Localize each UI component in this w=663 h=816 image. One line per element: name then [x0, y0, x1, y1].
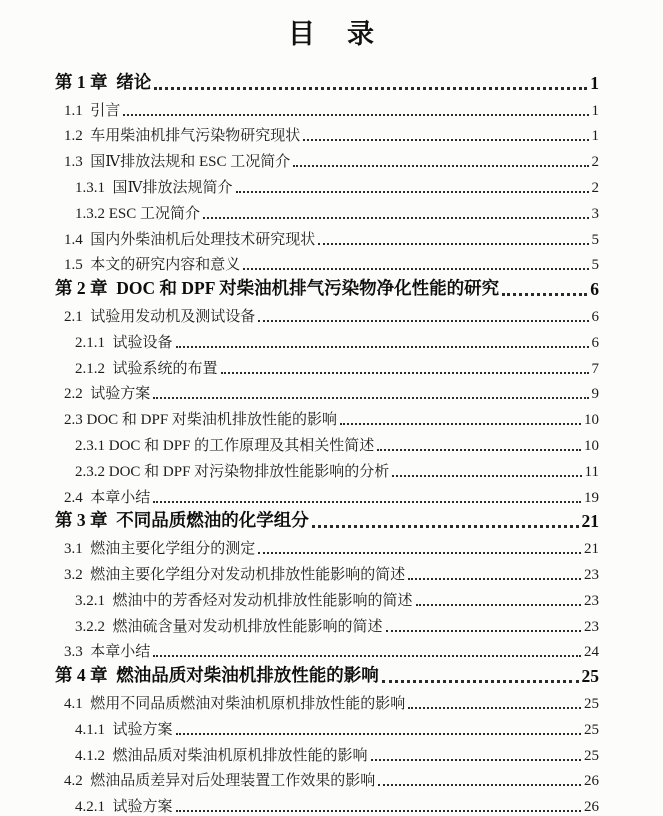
toc-entry[interactable]	[75, 790, 599, 816]
toc-entry[interactable]	[64, 249, 599, 275]
toc-entry[interactable]	[55, 274, 599, 300]
toc-entry[interactable]	[55, 507, 599, 533]
dot-leader	[408, 707, 581, 709]
toc-entry[interactable]	[75, 455, 599, 481]
dot-leader	[123, 114, 588, 116]
toc-entry-label: 2.1.1 试验设备	[75, 334, 173, 351]
dot-leader	[153, 655, 581, 657]
toc-entry[interactable]	[75, 326, 599, 352]
toc-entry-page: 5	[591, 231, 599, 248]
toc-entry-label: 3.2.1 燃油中的芳香烃对发动机排放性能影响的简述	[75, 592, 413, 609]
dot-leader	[221, 372, 589, 374]
dot-leader	[303, 139, 588, 141]
toc-entry-label: 第 2 章 DOC 和 DPF 对柴油机排气污染物净化性能的研究	[55, 278, 500, 299]
toc-entry[interactable]	[64, 403, 599, 429]
toc-entry-page: 9	[591, 386, 599, 403]
toc-entry-page: 26	[584, 799, 599, 816]
toc-entry-label: 1.5 本文的研究内容和意义	[64, 257, 241, 274]
dot-leader	[258, 320, 588, 322]
dot-leader	[377, 449, 581, 451]
toc-entry-label: 2.3.1 DOC 和 DPF 的工作原理及其相关性简述	[75, 437, 375, 454]
toc-entry-page: 1	[591, 102, 599, 119]
toc-entry-label: 3.3 本章小结	[64, 644, 151, 661]
toc-entry-label: 2.3 DOC 和 DPF 对柴油机排放性能的影响	[64, 412, 337, 429]
toc-entry-label: 第 1 章 绪论	[55, 71, 152, 92]
toc-entry-page: 23	[584, 566, 599, 583]
toc-entry-label: 2.4 本章小结	[64, 489, 151, 506]
dot-leader	[312, 525, 579, 528]
toc-entry-page: 6	[590, 279, 599, 300]
toc-entry-page: 25	[584, 747, 599, 764]
toc-entry[interactable]	[75, 713, 599, 739]
toc-entry-page: 10	[584, 437, 599, 454]
toc-entry[interactable]	[64, 120, 599, 146]
toc-entry-label: 4.2 燃油品质差异对后处理装置工作效果的影响	[64, 773, 376, 790]
dot-leader	[153, 397, 588, 399]
toc-entry[interactable]	[64, 481, 599, 507]
dot-leader	[318, 243, 588, 245]
toc-entry[interactable]	[75, 171, 599, 197]
toc-entry[interactable]	[64, 378, 599, 404]
toc-entry-page: 7	[591, 360, 599, 377]
dot-leader	[258, 552, 581, 554]
toc-entry-label: 3.2 燃油主要化学组分对发动机排放性能影响的简述	[64, 566, 406, 583]
toc-entry-page: 23	[584, 618, 599, 635]
toc-entry-label: 3.2.2 燃油硫含量对发动机排放性能影响的简述	[75, 618, 383, 635]
toc-entry[interactable]	[64, 687, 599, 713]
dot-leader	[154, 87, 587, 90]
toc-entry[interactable]	[75, 739, 599, 765]
toc-entry[interactable]	[64, 300, 599, 326]
toc-entry-page: 3	[591, 205, 599, 222]
toc-entry[interactable]	[64, 765, 599, 791]
toc-entry-page: 6	[591, 334, 599, 351]
toc-entry-label: 1.1 引言	[64, 102, 121, 119]
toc-entry-page: 24	[584, 644, 599, 661]
toc-entry[interactable]	[64, 636, 599, 662]
toc-entry-label: 4.2.1 试验方案	[75, 799, 173, 816]
toc-list	[0, 68, 663, 816]
toc-entry[interactable]	[55, 68, 599, 94]
toc-entry-page: 25	[584, 721, 599, 738]
toc-entry-label: 第 3 章 不同品质燃油的化学组分	[55, 510, 309, 531]
toc-entry[interactable]	[75, 584, 599, 610]
toc-entry-label: 4.1.1 试验方案	[75, 721, 173, 738]
toc-entry-page: 21	[584, 541, 599, 558]
dot-leader	[176, 346, 589, 348]
toc-entry-page: 10	[584, 412, 599, 429]
dot-leader	[340, 423, 581, 425]
toc-entry-page: 25	[581, 666, 599, 687]
dot-leader	[176, 733, 581, 735]
toc-entry-label: 2.1 试验用发动机及测试设备	[64, 308, 256, 325]
toc-entry-page: 23	[584, 592, 599, 609]
toc-entry-label: 1.3 国Ⅳ排放法规和 ESC 工况简介	[64, 154, 291, 171]
dot-leader	[371, 759, 581, 761]
toc-entry-page: 11	[584, 463, 599, 480]
dot-leader	[386, 630, 581, 632]
dot-leader	[236, 191, 589, 193]
toc-entry-page: 2	[591, 179, 599, 196]
dot-leader	[382, 680, 579, 683]
toc-entry-label: 4.1 燃用不同品质燃油对柴油机原机排放性能的影响	[64, 695, 406, 712]
toc-entry[interactable]	[75, 197, 599, 223]
toc-entry-label: 2.1.2 试验系统的布置	[75, 360, 218, 377]
toc-entry[interactable]	[64, 223, 599, 249]
dot-leader	[392, 475, 581, 477]
toc-entry-page: 19	[584, 489, 599, 506]
dot-leader	[176, 810, 581, 812]
toc-entry[interactable]	[75, 429, 599, 455]
toc-entry[interactable]	[75, 352, 599, 378]
dot-leader	[378, 784, 581, 786]
toc-entry-label: 1.3.2 ESC 工况简介	[75, 205, 201, 222]
toc-entry-page: 6	[591, 308, 599, 325]
toc-entry-label: 4.1.2 燃油品质对柴油机原机排放性能的影响	[75, 747, 368, 764]
toc-entry-label: 1.3.1 国Ⅳ排放法规简介	[75, 179, 233, 196]
dot-leader	[203, 217, 588, 219]
dot-leader	[243, 268, 588, 270]
dot-leader	[416, 604, 581, 606]
toc-entry-page: 5	[591, 257, 599, 274]
toc-entry-label: 3.1 燃油主要化学组分的测定	[64, 541, 256, 558]
toc-entry-page: 1	[591, 128, 599, 145]
toc-entry[interactable]	[75, 610, 599, 636]
dot-leader	[293, 165, 588, 167]
toc-entry-label: 1.2 车用柴油机排气污染物研究现状	[64, 128, 301, 145]
toc-entry-page: 21	[581, 511, 599, 532]
toc-entry-page: 26	[584, 773, 599, 790]
toc-entry-label: 第 4 章 燃油品质对柴油机排放性能的影响	[55, 665, 379, 686]
toc-entry-label: 1.4 国内外柴油机后处理技术研究现状	[64, 231, 316, 248]
toc-entry[interactable]	[64, 532, 599, 558]
toc-entry[interactable]	[64, 145, 599, 171]
page-title: 目 录	[288, 19, 375, 49]
toc-entry-page: 2	[591, 154, 599, 171]
toc-entry-page: 1	[590, 72, 599, 93]
toc-entry[interactable]	[55, 661, 599, 687]
toc-entry-label: 2.2 试验方案	[64, 386, 151, 403]
dot-leader	[502, 293, 587, 296]
toc-entry[interactable]	[64, 94, 599, 120]
toc-entry[interactable]	[64, 558, 599, 584]
dot-leader	[153, 501, 581, 503]
toc-entry-page: 25	[584, 695, 599, 712]
dot-leader	[408, 578, 581, 580]
toc-entry-label: 2.3.2 DOC 和 DPF 对污染物排放性能影响的分析	[75, 463, 390, 480]
